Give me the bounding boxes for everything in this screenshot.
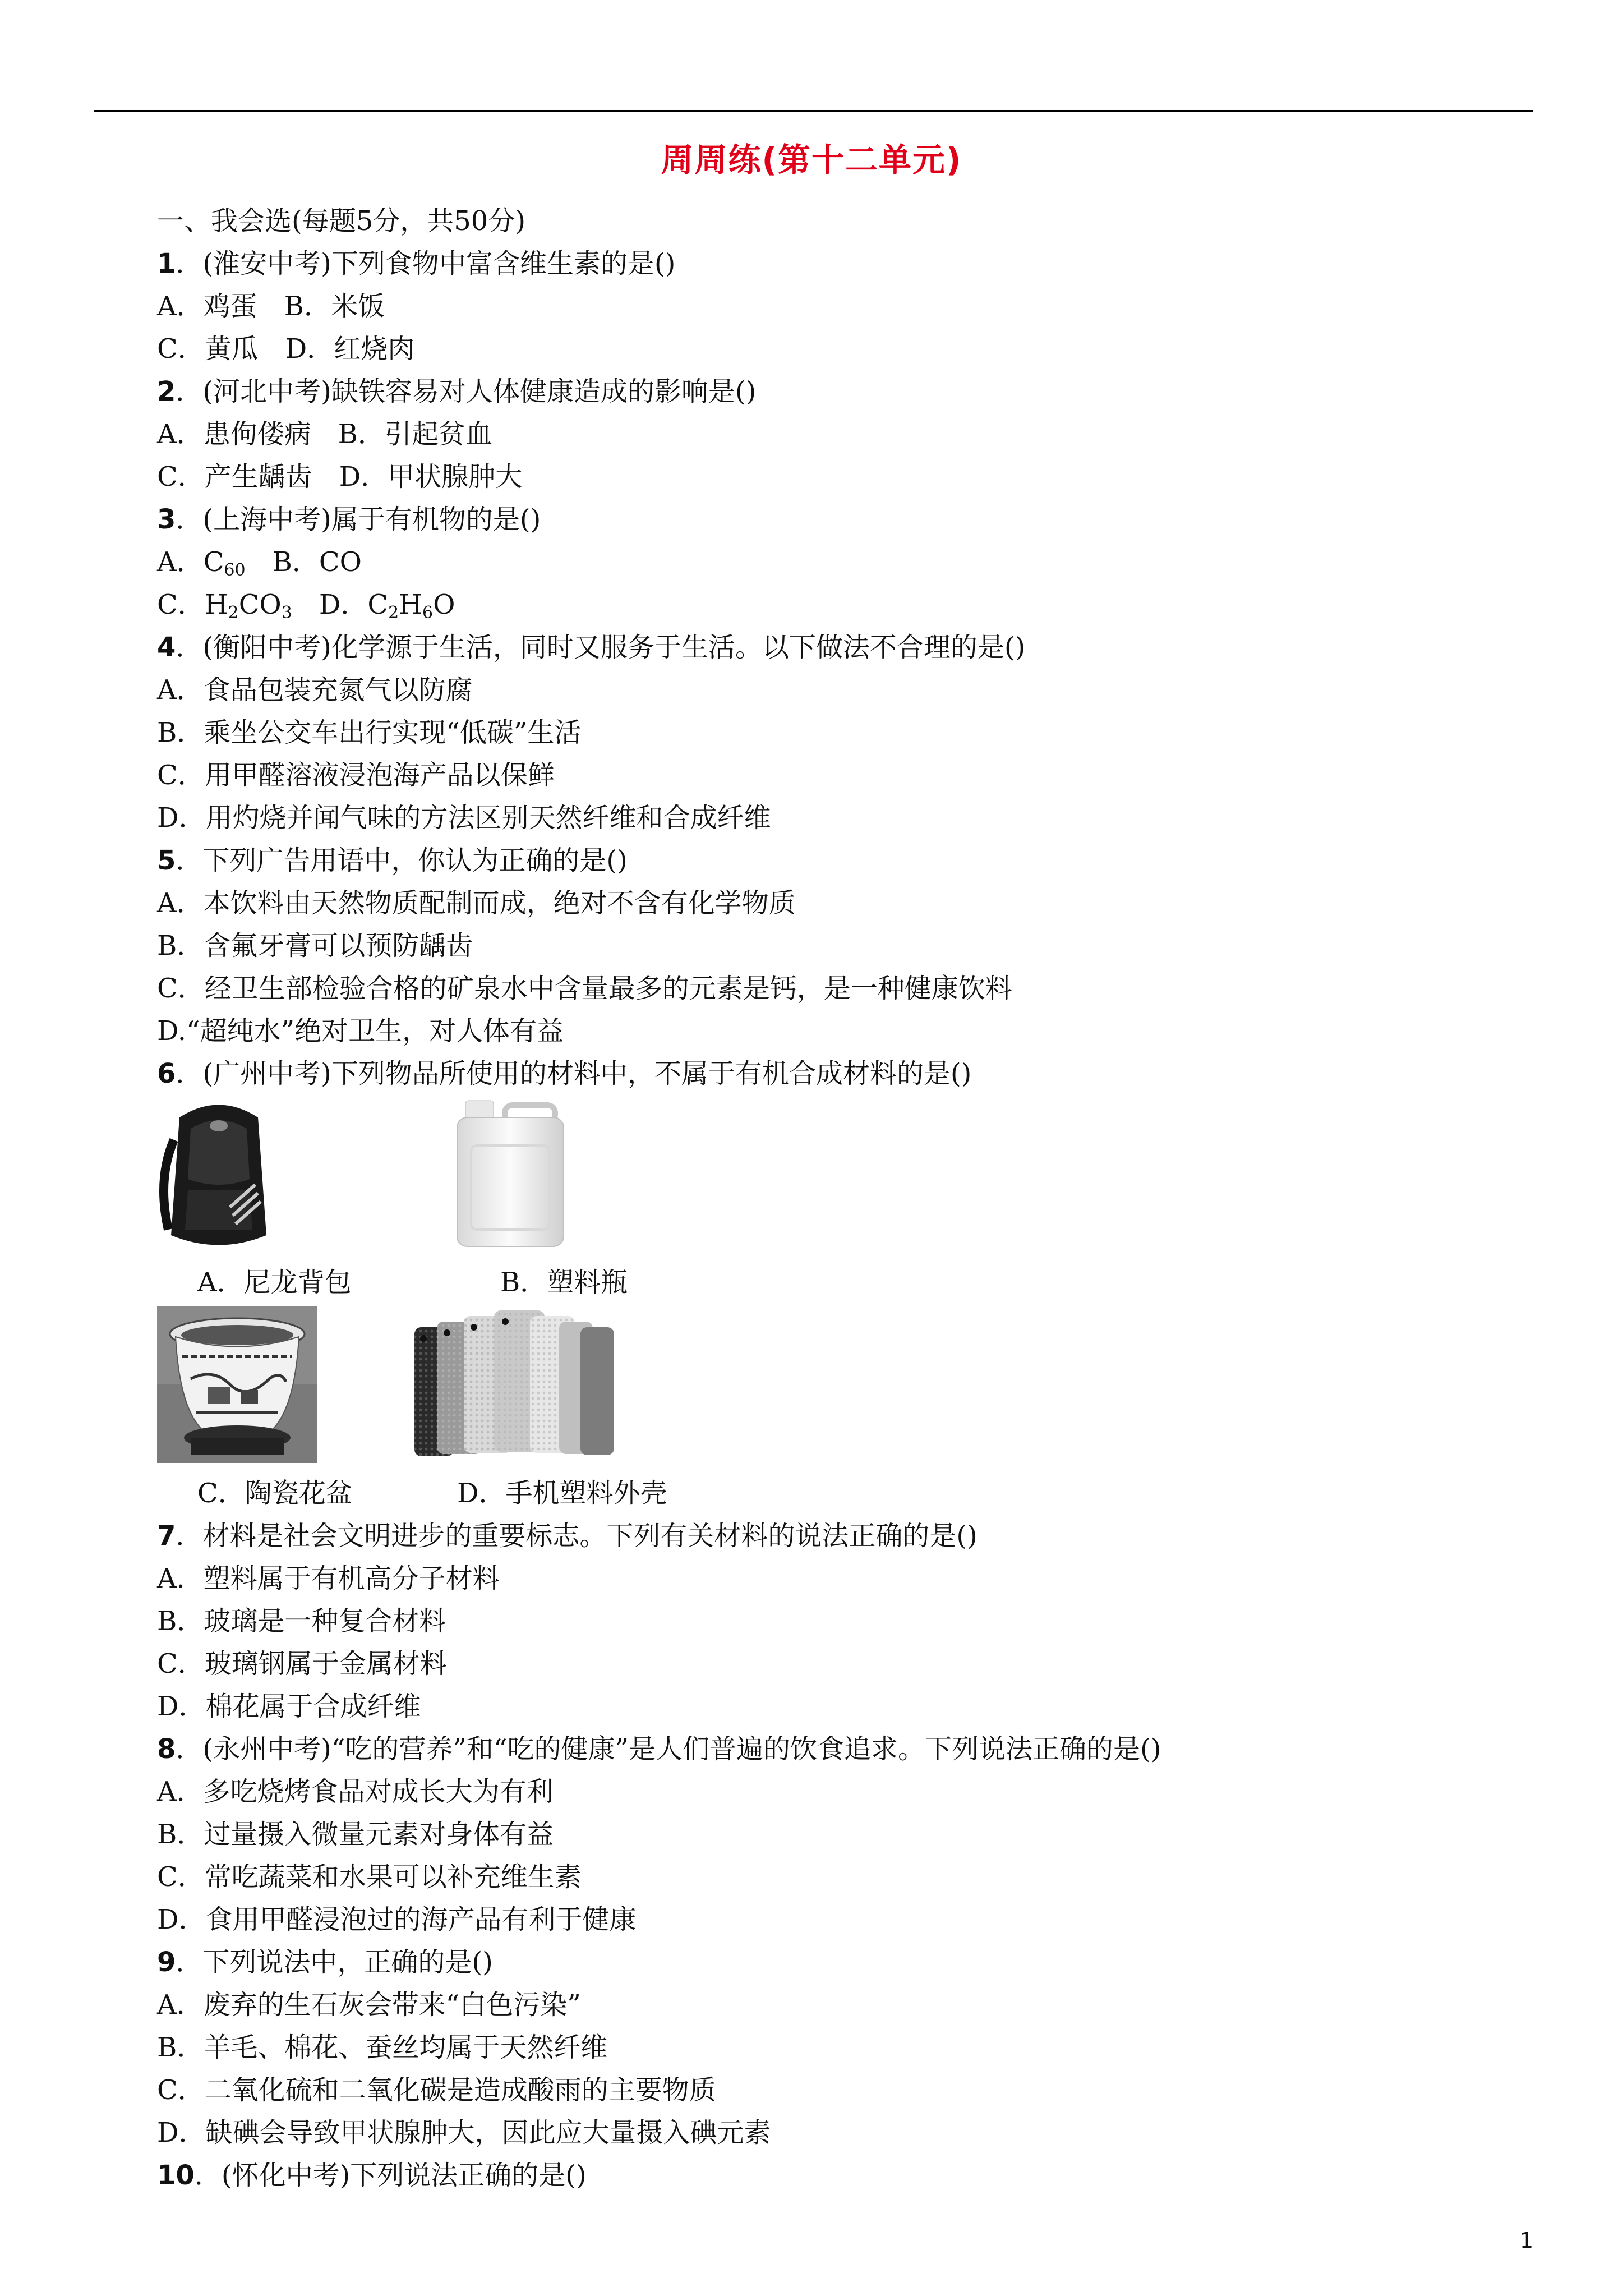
- question-6: 6．(广州中考)下列物品所使用的材料中，不属于有机合成材料的是(): [157, 1058, 972, 1089]
- question-number: 10: [157, 2160, 195, 2191]
- option-line: C．二氧化硫和二氧化碳是造成酸雨的主要物质: [157, 2074, 716, 2106]
- question-text: 下列广告用语中，你认为正确的是(): [202, 845, 628, 876]
- question-text: (上海中考)属于有机物的是(): [202, 504, 541, 535]
- question-number: 9: [157, 1947, 176, 1978]
- question-text: 材料是社会文明进步的重要标志。下列有关材料的说法正确的是(): [202, 1520, 978, 1552]
- plastic-jerrycan-image: [449, 1095, 572, 1255]
- option-line: A．患佝偻病 B．引起贫血: [157, 418, 492, 450]
- question-2: 2．(河北中考)缺铁容易对人体健康造成的影响是(): [157, 376, 757, 407]
- section-heading: 一、我会选(每题5分，共50分): [157, 205, 526, 237]
- option-line: A．鸡蛋 B．米饭: [157, 291, 385, 322]
- question-text: 下列说法中，正确的是(): [202, 1947, 493, 1978]
- question-text: (广州中考)下列物品所使用的材料中，不属于有机合成材料的是(): [202, 1058, 972, 1089]
- question-1: 1．(淮安中考)下列食物中富含维生素的是(): [157, 248, 676, 279]
- caption-c: C．陶瓷花盆: [197, 1478, 353, 1509]
- question-8: 8．(永州中考)“吃的营养”和“吃的健康”是人们普遍的饮食追求。下列说法正确的是(): [157, 1733, 1161, 1765]
- question-9: 9．下列说法中，正确的是(): [157, 1947, 493, 1978]
- question-3: 3．(上海中考)属于有机物的是(): [157, 504, 541, 535]
- question-number: 1: [157, 248, 176, 279]
- question-text: (淮安中考)下列食物中富含维生素的是(): [202, 248, 676, 279]
- question-number: 4: [157, 632, 176, 663]
- caption-a: A．尼龙背包: [197, 1267, 352, 1298]
- question-list: [157, 200, 1537, 2197]
- figure-row-1: [157, 1095, 1537, 1261]
- question-number: 6: [157, 1058, 176, 1089]
- option-line: B．过量摄入微量元素对身体有益: [157, 1819, 554, 1850]
- option-line: A．$C_{60}$ B．CO: [157, 546, 362, 580]
- option-line: A．多吃烧烤食品对成长大为有利: [157, 1776, 554, 1807]
- option-line: A．废弃的生石灰会带来“白色污染”: [157, 1989, 581, 2021]
- question-number: 2: [157, 376, 176, 407]
- question-10: 10．(怀化中考)下列说法正确的是(): [157, 2160, 587, 2191]
- option-line: D．食用甲醛浸泡过的海产品有利于健康: [157, 1904, 637, 1935]
- option-line: D.“超纯水”绝对卫生，对人体有益: [157, 1015, 564, 1047]
- option-line: C．玻璃钢属于金属材料: [157, 1648, 447, 1680]
- option-line: A．塑料属于有机高分子材料: [157, 1563, 500, 1594]
- caption-row-2: [157, 1472, 1537, 1515]
- option-line: D．缺碘会导致甲状腺肿大，因此应大量摄入碘元素: [157, 2117, 771, 2148]
- option-line: A．食品包装充氮气以防腐: [157, 674, 473, 706]
- page-title: 周周练(第十二单元): [661, 141, 962, 179]
- question-7: 7．材料是社会文明进步的重要标志。下列有关材料的说法正确的是(): [157, 1520, 978, 1552]
- option-line: B．羊毛、棉花、蚕丝均属于天然纤维: [157, 2032, 608, 2063]
- ceramic-flowerpot-image: [157, 1306, 317, 1463]
- caption-row-1: [157, 1261, 1537, 1304]
- question-number: 5: [157, 845, 176, 876]
- caption-b: B．塑料瓶: [500, 1267, 628, 1298]
- option-line: C．黄瓜 D．红烧肉: [157, 333, 415, 365]
- option-line: C．经卫生部检验合格的矿泉水中含量最多的元素是钙，是一种健康饮料: [157, 973, 1012, 1004]
- option-line: B．含氟牙膏可以预防龋齿: [157, 930, 473, 961]
- option-line: C．用甲醛溶液浸泡海产品以保鲜: [157, 760, 555, 791]
- page-number: 1: [1519, 2228, 1533, 2253]
- option-line: C．常吃蔬菜和水果可以补充维生素: [157, 1861, 582, 1893]
- option-line: D．用灼烧并闻气味的方法区别天然纤维和合成纤维: [157, 802, 771, 834]
- figure-row-2: [157, 1304, 1537, 1472]
- option-line: D．棉花属于合成纤维: [157, 1691, 421, 1722]
- question-text: (永州中考)“吃的营养”和“吃的健康”是人们普遍的饮食追求。下列说法正确的是(): [202, 1733, 1161, 1765]
- option-line: B．乘坐公交车出行实现“低碳”生活: [157, 717, 582, 748]
- option-line: A．本饮料由天然物质配制而成，绝对不含有化学物质: [157, 887, 796, 919]
- question-number: 3: [157, 504, 176, 535]
- option-line: C．$H_2CO_3$ D．$C_2H_6O$: [157, 589, 455, 623]
- question-number: 8: [157, 1733, 176, 1765]
- backpack-image: [157, 1095, 280, 1255]
- option-line: B．玻璃是一种复合材料: [157, 1605, 446, 1637]
- question-text: (衡阳中考)化学源于生活，同时又服务于生活。以下做法不合理的是(): [202, 632, 1026, 663]
- question-5: 5．下列广告用语中，你认为正确的是(): [157, 845, 628, 876]
- phone-cases-image: [412, 1306, 623, 1463]
- question-number: 7: [157, 1520, 176, 1552]
- header-rule: [94, 110, 1533, 112]
- question-4: 4．(衡阳中考)化学源于生活，同时又服务于生活。以下做法不合理的是(): [157, 632, 1026, 663]
- question-text: (河北中考)缺铁容易对人体健康造成的影响是(): [202, 376, 757, 407]
- question-text: (怀化中考)下列说法正确的是(): [221, 2160, 587, 2191]
- caption-d: D．手机塑料外壳: [457, 1478, 667, 1509]
- option-line: C．产生龋齿 D．甲状腺肿大: [157, 461, 523, 493]
